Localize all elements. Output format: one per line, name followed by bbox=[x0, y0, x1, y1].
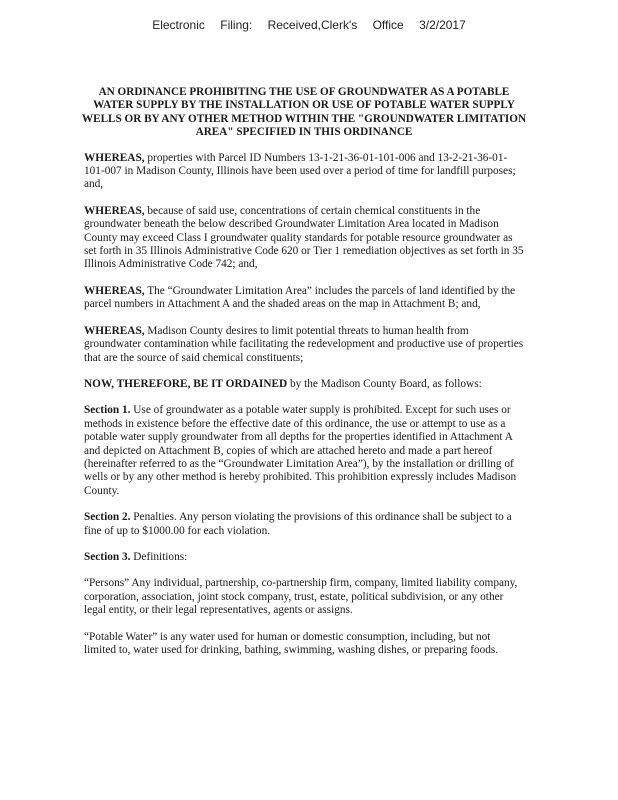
filing-stamp-header bbox=[0, 18, 618, 32]
whereas-lead: WHEREAS, bbox=[84, 204, 145, 217]
stamp-date: 3/2/2017 bbox=[419, 18, 466, 32]
section-2-heading: Section 2. bbox=[84, 511, 131, 524]
whereas-lead: WHEREAS, bbox=[84, 284, 145, 297]
section-2-paragraph bbox=[84, 511, 524, 538]
section-1-paragraph bbox=[84, 404, 524, 498]
whereas-paragraph-2 bbox=[84, 205, 524, 272]
section-2-text: Penalties. Any person violating the provisions of this ordinance shall be subject to a fine of up to $1000.00 for each violation. bbox=[84, 511, 512, 537]
whereas-text: Madison County desires to limit potential threats to human health from groundwater contamination while facilitating the redevelopment and productive use of properties that are the source of said chemical constituents; bbox=[84, 324, 524, 364]
whereas-text: The “Groundwater Limitation Area” includes the parcels of land identified by the parcel numbers in Attachment A and the shaded areas on the map in Attachment B; and, bbox=[84, 284, 516, 311]
stamp-received: Received,Clerk's bbox=[267, 18, 358, 32]
whereas-text: because of said use, concentrations of certain chemical constituents in the groundwater beneath the below described Groundwater Limitation Area located in Madison County may exceed Class I groundwater quality standards for potable resource groundwater as set forth in 35 Illinois Administrative Code 620 or Tier 1 remediation objectives as set forth in 35 Illinois Administrative Code 742; and, bbox=[84, 204, 524, 271]
whereas-text: properties with Parcel ID Numbers 13-1-21-36-01-101-006 and 13-2-21-36-01-101-007 in Madison County, Illinois have been used over a period of time for landfill purposes; and, bbox=[84, 151, 516, 191]
definition-persons: “Persons” Any individual, partnership, co-partnership firm, company, limited liability company, corporation, association, joint stock company, trust, estate, political subdivision, or any other legal entity, or their legal representatives, agents or assigns. bbox=[84, 577, 518, 617]
section-1-text: Use of groundwater as a potable water supply is prohibited. Except for such uses or methods in existence before the effective date of this ordinance, the use or attempt to use as a potable water supply groundwater from all depths for the properties identified in Attachment A and depicted on Attachment B, copies of which are attached hereto and made a part hereof (hereinafter referred to as the “Groundwater Limitation Area”), by the installation or drilling of wells or by any other method is hereby prohibited. This prohibition expressly includes Madison County. bbox=[84, 404, 517, 497]
whereas-paragraph-3 bbox=[84, 285, 524, 312]
section-3-heading: Section 3. bbox=[84, 550, 131, 563]
section-1-heading: Section 1. bbox=[84, 404, 131, 417]
whereas-paragraph-4 bbox=[84, 325, 524, 365]
ordained-lead: NOW, THEREFORE, BE IT ORDAINED bbox=[84, 377, 288, 390]
section-3-paragraph bbox=[84, 551, 524, 564]
stamp-electronic: Electronic bbox=[152, 18, 205, 32]
whereas-lead: WHEREAS, bbox=[84, 324, 145, 337]
stamp-office: Office bbox=[372, 18, 404, 32]
ordained-paragraph bbox=[84, 378, 524, 391]
whereas-lead: WHEREAS, bbox=[84, 151, 145, 164]
section-3-text: Definitions: bbox=[130, 550, 188, 563]
ordinance-body bbox=[81, 86, 527, 670]
ordained-text: by the Madison County Board, as follows: bbox=[287, 377, 482, 390]
stamp-filing: Filing: bbox=[220, 18, 253, 32]
ordinance-title: AN ORDINANCE PROHIBITING THE USE OF GROUNDWATER AS A POTABLE WATER SUPPLY BY THE INSTALLATION OR USE OF POTABLE WATER SUPPLY WELLS OR BY ANY OTHER METHOD WITHIN THE "GROUNDWATER LIMITATION AREA" SPECIFIED IN THIS ORDINANCE bbox=[81, 86, 527, 139]
whereas-paragraph-1 bbox=[84, 152, 524, 192]
definition-potable-water: “Potable Water” is any water used for human or domestic consumption, including, but not limited to, water used for drinking, bathing, swimming, washing dishes, or preparing foods. bbox=[84, 630, 499, 656]
